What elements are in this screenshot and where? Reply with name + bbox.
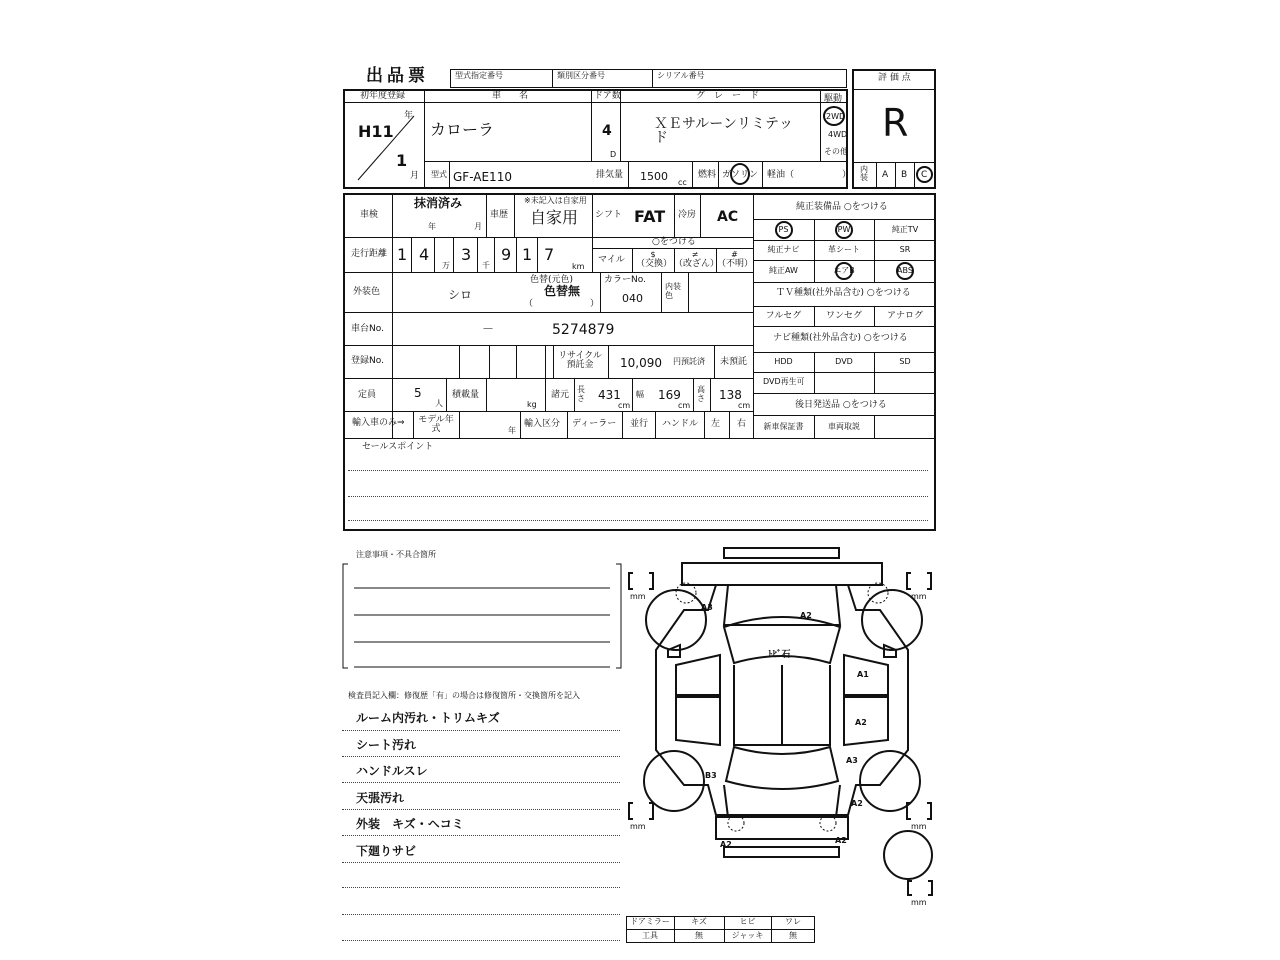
model-value: GF-AE110 <box>453 170 512 184</box>
ac-value: AC <box>717 209 739 225</box>
color-no-value: 040 <box>622 292 643 305</box>
equip-navi: 純正ナビ <box>767 245 800 254</box>
type-designation-label: 型式指定番号 <box>455 71 503 80</box>
score-label: 評 価 点 <box>878 73 911 83</box>
damage-mark-8: A2 <box>851 799 863 808</box>
load-unit: kg <box>527 400 537 409</box>
caution-label: 注意事項・不具合箇所 <box>356 550 436 559</box>
tread-mm-spare: mm <box>911 898 927 907</box>
mileage-unknown-sym: # <box>731 250 738 259</box>
equip-title: 純正装備品 ○をつける <box>796 202 888 212</box>
drive-other: その他 <box>824 147 848 156</box>
doors-value: 4 <box>602 123 612 139</box>
note-item-4: 天張汚れ <box>356 791 405 805</box>
displacement-unit: cc <box>678 178 687 187</box>
first-reg-month-unit: 月 <box>410 171 420 181</box>
import-dealer: ディーラー <box>572 419 617 429</box>
later-manual: 車両取説 <box>828 422 860 431</box>
inspection-value: 抹消済み <box>414 196 463 210</box>
legend-break: ワレ <box>785 917 801 926</box>
damage-mark-4: A1 <box>857 670 869 679</box>
drive-2wd: 2WD <box>826 112 846 121</box>
load-label: 積載量 <box>452 390 480 400</box>
fuel-diesel-close: ） <box>842 170 852 180</box>
navi-hdd: HDD <box>774 357 793 366</box>
interior-grade-c-circle <box>916 166 933 183</box>
handle-left: 左 <box>711 419 721 429</box>
shift-label: シフト <box>595 210 623 220</box>
mileage-digit-2: 4 <box>419 245 430 264</box>
tread-mm-rr: mm <box>911 822 927 831</box>
caution-box <box>342 558 624 672</box>
width-value: 169 <box>658 388 681 402</box>
tv-title: ＴＶ種類(社外品含む) ○をつける <box>776 288 911 298</box>
equip-sr: SR <box>899 245 911 254</box>
header-serial-fields <box>450 69 847 88</box>
registration-label: 登録No. <box>351 356 384 366</box>
height-label: 高さ <box>697 385 705 403</box>
mileage-sen-unit: 千 <box>482 261 490 270</box>
tread-mm-fl: mm <box>630 592 646 601</box>
damage-mark-1: A3 <box>701 603 713 612</box>
displacement-label: 排気量 <box>596 170 624 180</box>
equip-airbag: エアB <box>833 266 855 275</box>
capacity-unit: 人 <box>435 399 443 408</box>
dims-label: 諸元 <box>551 390 570 400</box>
damage-mark-5: A2 <box>855 718 867 727</box>
fuel-gasoline-circle <box>730 163 750 185</box>
legend-jack: ジャッキ <box>731 931 764 940</box>
interior-grade-label: 内装 <box>860 165 868 182</box>
mileage-digit-5: 1 <box>522 245 533 264</box>
note-item-2: シート汚れ <box>356 738 417 752</box>
recycle-not-deposited: 未預託 <box>720 357 748 367</box>
length-value: 431 <box>598 388 621 402</box>
height-value: 138 <box>719 388 742 402</box>
inspection-year-unit: 年 <box>428 222 436 231</box>
import-label: 輸入車のみ⇒ <box>352 418 405 428</box>
mileage-digit-1: 1 <box>397 245 408 264</box>
doors-label: ドア数 <box>594 91 621 101</box>
length-label: 長さ <box>577 385 585 403</box>
legend-tools-value: 無 <box>695 931 703 940</box>
history-label: 車歴 <box>490 210 509 220</box>
legend-crack: ヒビ <box>739 917 756 926</box>
damage-mark-9: A2 <box>835 836 847 845</box>
equip-tv: 純正TV <box>891 225 919 234</box>
repaint-value: 色替無 <box>544 284 581 298</box>
import-year-unit: 年 <box>508 426 516 435</box>
tread-mm-fr: mm <box>911 592 927 601</box>
repaint-paren-close: ） <box>590 299 600 309</box>
damage-mark-7: B3 <box>705 771 717 780</box>
mileage-label: 走行距離 <box>351 249 388 259</box>
repaint-label: 色替(元色) <box>530 275 574 285</box>
legend-mirror: ドアミラー <box>630 917 670 926</box>
note-item-1: ルーム内汚れ・トリムキズ <box>356 711 500 725</box>
color-label: 外装色 <box>353 287 381 297</box>
chassis-label: 車台No. <box>351 324 384 334</box>
mileage-exchange-sym: $ <box>650 250 656 259</box>
note-item-6: 下廻りサビ <box>356 844 417 858</box>
grade-value: ＸＥサルーンリミテッド <box>654 116 794 146</box>
later-title: 後日発送品 ○をつける <box>795 400 887 410</box>
chassis-dash: － <box>482 322 495 336</box>
car-name-value: カローラ <box>430 120 495 139</box>
tv-oneseg: ワンセグ <box>825 311 862 321</box>
displacement-value: 1500 <box>640 170 668 183</box>
mileage-digit-3: 3 <box>461 245 472 264</box>
import-type-label: 輸入区分 <box>524 419 561 429</box>
inspector-label: 検査員記入欄：修復歴「有」の場合は修復箇所・交換箇所を記入 <box>348 691 580 700</box>
inspection-label: 車検 <box>360 210 379 220</box>
mileage-mile: マイル <box>598 255 625 265</box>
later-warranty: 新車保証書 <box>763 422 804 431</box>
equip-airbag-circle <box>835 262 853 280</box>
note-item-3: ハンドルスレ <box>356 764 428 778</box>
page-title: 出品票 <box>366 66 429 86</box>
inspection-month-unit: 月 <box>474 222 482 231</box>
first-reg-year-unit: 年 <box>404 111 414 121</box>
drive-4wd: 4WD <box>828 130 848 139</box>
damage-mark-3: ﾄﾋﾞ石 <box>768 650 791 660</box>
fuel-label: 燃料 <box>698 170 717 180</box>
recycle-label: リサイクル預託金 <box>558 351 602 370</box>
mileage-man-unit: 万 <box>442 261 450 270</box>
color-value: シロ <box>448 288 473 302</box>
equip-abs: ABS <box>897 266 913 275</box>
grade-label: グ レ ー ド <box>696 91 760 101</box>
equip-pw-circle <box>835 221 853 239</box>
note-item-5: 外装 キズ・ヘコミ <box>356 817 464 831</box>
recycle-value: 10,090 <box>620 356 662 370</box>
legend-scratch: キズ <box>691 917 707 926</box>
mileage-km-unit: km <box>572 262 585 271</box>
damage-mark-6: A3 <box>846 756 858 765</box>
mileage-altered: （改ざん） <box>674 259 720 269</box>
equip-abs-circle <box>896 262 914 280</box>
sales-point-label: セールスポイント <box>362 442 434 452</box>
chassis-value: 5274879 <box>552 322 615 338</box>
tv-fullseg: フルセグ <box>765 311 802 321</box>
equip-leather: 革シート <box>828 245 860 254</box>
model-label: 型式 <box>431 170 447 179</box>
mileage-altered-sym: ≠ <box>691 250 699 259</box>
legend-jack-value: 無 <box>789 931 797 940</box>
legend-tools: 工具 <box>642 931 658 940</box>
first-reg-era: H11 <box>358 122 394 141</box>
category-number-label: 類別区分番号 <box>557 71 605 80</box>
equip-ps: PS <box>778 225 789 234</box>
tv-analog: アナログ <box>886 311 923 321</box>
interior-grade-c: C <box>921 170 928 180</box>
capacity-value: 5 <box>414 386 422 400</box>
mileage-unknown: （不明） <box>717 259 754 269</box>
equip-ps-circle <box>775 221 793 239</box>
damage-mark-2: A2 <box>800 611 812 620</box>
model-year-label: モデル年式 <box>418 415 454 434</box>
equip-aw: 純正AW <box>769 266 798 275</box>
history-note: ※未記入は自家用 <box>524 196 587 205</box>
car-damage-diagram <box>624 545 940 910</box>
drive-2wd-circle <box>823 106 845 126</box>
first-reg-label: 初年度登録 <box>360 91 406 101</box>
length-unit: cm <box>618 401 631 410</box>
navi-title: ナビ種類(社外品含む) ○をつける <box>773 333 908 343</box>
drive-label: 駆動 <box>824 94 843 104</box>
doors-unit: D <box>610 150 617 159</box>
height-unit: cm <box>738 401 751 410</box>
width-label: 幅 <box>636 390 644 399</box>
import-parallel: 並行 <box>630 419 649 429</box>
ac-label: 冷房 <box>678 210 697 220</box>
repaint-paren-open: （ <box>524 299 534 309</box>
score-value: R <box>882 101 909 145</box>
tread-mm-rl: mm <box>630 822 646 831</box>
recycle-unit: 円預託済 <box>673 357 705 366</box>
mileage-exchange: （交換） <box>636 259 673 269</box>
dvd-playback: DVD再生可 <box>763 377 805 386</box>
interior-grade-a: A <box>882 170 889 180</box>
equip-pw: PW <box>837 225 851 234</box>
interior-color-label: 内装色 <box>665 282 681 300</box>
fuel-gasoline: ガソリン <box>722 170 759 180</box>
damage-mark-10: A2 <box>720 840 732 849</box>
history-value: 自家用 <box>530 208 579 227</box>
serial-number-label: シリアル番号 <box>657 71 705 80</box>
car-name-label: 車 名 <box>492 91 529 101</box>
mileage-digit-6: 7 <box>544 245 555 264</box>
capacity-label: 定員 <box>358 390 377 400</box>
interior-grade-b: B <box>901 170 908 180</box>
color-no-label: カラーNo. <box>604 275 646 285</box>
fuel-diesel: 軽油（ <box>767 170 795 180</box>
mileage-digit-4: 9 <box>501 245 512 264</box>
mileage-circle-note: ○をつける <box>652 237 696 247</box>
navi-dvd: DVD <box>835 357 853 366</box>
navi-sd: SD <box>899 357 911 366</box>
handle-right: 右 <box>737 419 747 429</box>
width-unit: cm <box>678 401 691 410</box>
handle-label: ハンドル <box>662 419 699 429</box>
first-reg-month: 1 <box>396 151 408 170</box>
shift-value: FAT <box>634 207 666 226</box>
